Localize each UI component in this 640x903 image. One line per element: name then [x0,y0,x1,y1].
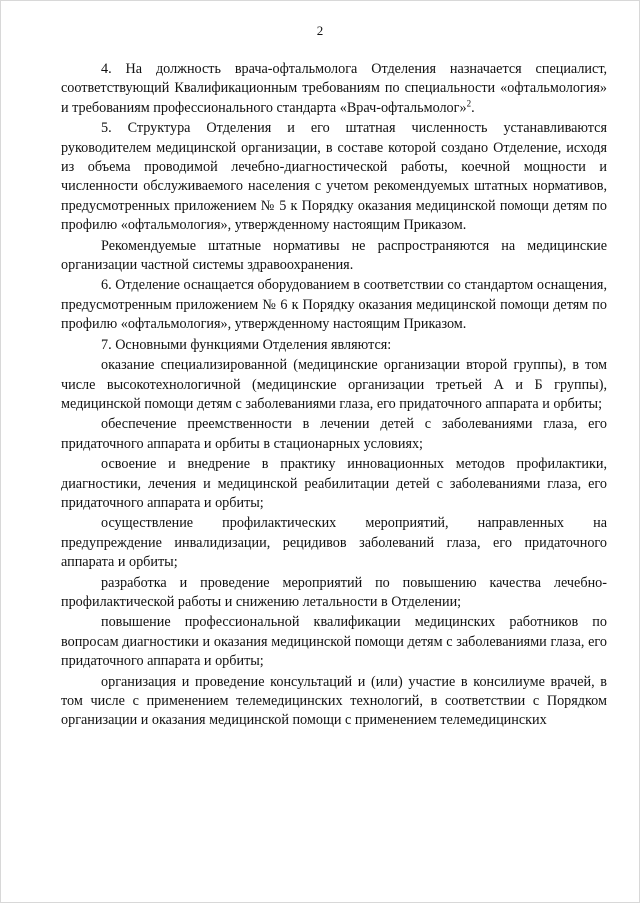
function-item: оказание специализированной (медицинские организации второй группы), в том числе высокотехнологичной (медицинские организации третьей А и Б группы), медицинской помощи детям с заболеваниями глаза, его придаточного аппарата и орбиты; [61,357,607,412]
paragraph-4-end: . [471,99,475,116]
paragraph-5: 5. Структура Отделения и его штатная численность устанавливаются руководителем медицинской организации, в составе которой создано Отделение, исходя из объема проводимой лечебно-диагностической работы, коечной мощности и численности обслуживаемого населения с учетом рекомендуемых штатных нормативов, предусмотренных приложением № 5 к Порядку оказания медицинской помощи детям по профилю «офтальмология», утвержденному настоящим Приказом. [61,120,607,234]
function-item: осуществление профилактических мероприятий, направленных на предупреждение инвалидизации, рецидивов заболеваний глаза, его придаточного аппарата и орбиты; [61,515,607,571]
document-body [61,60,607,731]
function-item: повышение профессиональной квалификации медицинских работников по вопросам диагностики и оказания медицинской помощи детям с заболеваниями глаза, его придаточного аппарата и орбиты; [61,614,607,670]
function-item: освоение и внедрение в практику инновационных методов профилактики, диагностики, лечения и медицинской реабилитации детей с заболеваниями глаза, его придаточного аппарата и орбиты; [61,456,607,511]
footnote-ref: 2 [466,98,472,109]
paragraph-4 [61,60,607,118]
function-item: организация и проведение консультаций и (или) участие в консилиуме врачей, в том числе с применением телемедицинских технологий, в соответствии с Порядком организации и оказания медицинской помощи с применением телемедицинских [61,673,607,729]
page-number: 2 [316,23,324,38]
paragraph-5-note: Рекомендуемые штатные нормативы не распространяются на медицинские организации частной системы здравоохранения. [61,237,607,274]
paragraph-7: 7. Основными функциями Отделения являются: [101,336,392,353]
function-item: обеспечение преемственности в лечении детей с заболеваниями глаза, его придаточного аппарата и орбиты в стационарных условиях; [61,416,607,452]
paragraph-4-text: 4. На должность врача-офтальмолога Отделения назначается специалист, соответствующий Квалификационным требованиям по специальности «офтальмология» и требованиям профессионального стандарта «Врач-офтальмолог» [61,61,607,116]
paragraph-6: 6. Отделение оснащается оборудованием в соответствии со стандартом оснащения, предусмотренным приложением № 6 к Порядку оказания медицинской помощи детям по профилю «офтальмология», утвержденному настоящим Приказом. [61,277,607,333]
function-item: разработка и проведение мероприятий по повышению качества лечебно-профилактической работы и снижению летальности в Отделении; [61,574,607,610]
